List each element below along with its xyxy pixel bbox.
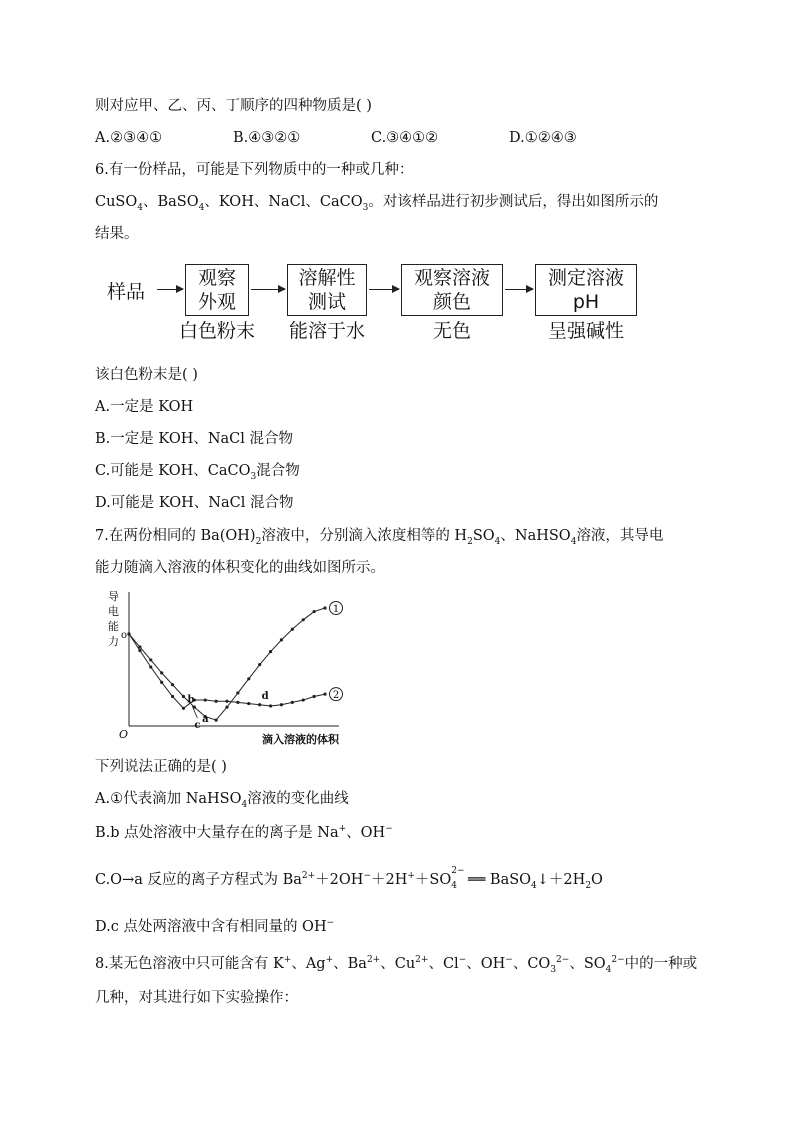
q6-sub: 3 [250,471,257,482]
q6-line2-tail: 。对该样品进行初步测试后，得出如图所示的 [368,194,659,210]
flow-step-measure-ph [535,264,637,316]
q7-option-c-p3: ＋2H [370,872,408,888]
flow-arrow [369,289,399,290]
q7-sub: 4 [241,799,248,810]
q8-ion: Cu [394,956,416,972]
flow-step1-line1: 观察 [197,267,236,289]
q6-stem-line2 [95,192,658,212]
series-1-point [171,683,174,686]
q8-ion: Ba [347,956,367,972]
q7-sup: + [338,824,347,835]
q7-text: 、NaHSO [500,528,571,544]
q7-sup: − [385,824,393,835]
q8-sup: − [458,955,467,966]
q7-option-c-p6: ↓＋2H [536,872,586,888]
q7-option-d [95,917,334,937]
q7-option-c-p7: O [591,872,603,888]
flow-arrow [505,289,533,290]
series-2-point [127,632,130,635]
series-2-point [236,701,239,704]
series-2-point [280,703,283,706]
flow-result-4: 呈强碱性 [547,320,624,342]
q6-option-a: A.一定是 KOH [95,399,194,415]
y-axis-label-char: 能 [108,620,119,633]
q7-sub: 2 [467,536,473,547]
series-2-point [302,698,305,701]
series-1-point [215,719,218,722]
q8-sup: 2− [611,955,625,966]
q7-sup: − [326,918,335,929]
series-2-point [182,707,185,710]
flow-arrow [157,289,183,290]
series-1-point [258,663,261,666]
series-1-point [160,671,163,674]
flow-step3-line2: 颜色 [432,291,471,313]
q5-option-a: A.②③④① [95,130,163,146]
series-1-point [236,691,239,694]
series-1-point [247,677,250,680]
flow-step-observe-appearance [185,264,249,316]
y-axis-label-char: 电 [108,605,119,618]
series-2-point [215,700,218,703]
q8-sup: 2− [556,955,570,966]
q7-sub: 2 [255,536,262,547]
flow-sample-label: 样品 [107,281,146,303]
q6-option-c [95,461,300,481]
flow-arrow [251,289,285,290]
q7-conductivity-chart [105,588,345,748]
series-2-point [258,703,261,706]
series-2-point [138,649,141,652]
series-2-point [291,701,294,704]
q5-option-c: C.③④①② [371,130,439,146]
point-label-d: d [261,690,269,702]
q8-sup: − [505,955,513,966]
y-axis-label-char: 导 [108,590,119,603]
series-1-point [291,628,294,631]
flow-result-3: 无色 [432,320,471,342]
q8-sup: 2+ [366,955,381,966]
series-line-2 [129,634,325,708]
series-1-point [149,658,152,661]
series-line-1 [129,608,325,720]
q6-question: 该白色粉末是( ) [95,367,198,383]
series-1-point [280,638,283,641]
q7-sup: + [407,871,415,882]
series-1-point [302,618,305,621]
q7-supsub [451,866,465,891]
q7-sub: 4 [531,880,537,891]
series-name-label: 1 [332,604,340,615]
q8-sup: + [325,955,334,966]
q6-option-c-tail: 混合物 [256,463,300,479]
q7-text: 溶液，其导电 [576,528,664,544]
q7-option-d-text: D.c 点处两溶液中含有相同量的 OH [95,919,327,935]
q6-option-c-text: C.可能是 KOH、CaCO [95,463,251,479]
series-2-point [149,665,152,668]
point-label-c: c [194,720,201,732]
series-1-point [323,606,326,609]
q7-option-c-p2: ＋2OH [315,872,364,888]
series-name-label: 2 [332,690,340,702]
flow-step2-line1: 溶解性 [298,267,356,289]
point-label-b: b [187,694,195,706]
q6-sub: 4 [137,202,143,213]
q8-sup: 2+ [415,955,429,966]
q7-option-c [95,866,603,891]
series-2-point [171,695,174,698]
q5-option-d: D.①②④③ [509,130,577,146]
q7-sup: 2+ [301,871,316,882]
q7-option-b-text: B.b 点处溶液中大量存在的离子是 Na [95,825,339,841]
q7-option-c-text: C.O→a 反应的离子方程式为 Ba [95,872,302,888]
q7-sub: 4 [494,536,501,547]
series-2-point [225,700,228,703]
q8-ion: Ag [305,956,326,972]
series-2-point [204,698,207,701]
q6-koh-nacl-caco3: 、KOH、NaCl、CaCO [204,194,363,210]
q7-option-c-p5: ══ BaSO [463,872,532,888]
q5-option-b: B.④③②① [233,130,301,146]
q7-sup: 2− [451,866,465,876]
q6-cuso4: CuSO [95,194,138,210]
q7-chart-svg [105,588,345,748]
q8-sup: + [283,955,292,966]
flow-step2-line2: 测试 [307,291,346,313]
origin-label: O [119,728,129,741]
series-2-point [247,702,250,705]
q7-sup: − [363,871,371,882]
q7-option-a-tail: 溶液的变化曲线 [247,791,349,807]
series-1-point [269,650,272,653]
q8-sub: 3 [550,964,557,975]
q6-sub: 4 [198,202,205,213]
flow-result-1: 白色粉末 [178,320,255,342]
q8-stem-line1: 8.某无色溶液中只可能含有 K+、Ag+、$Ba^{2+}$、$Cu^{2+}$、Cl−、OH−、$CO_3^{2-}$、$SO_4^{2-}$中的一种或 [95,955,698,975]
flow-step-solution-color [401,264,503,316]
q7-option-b [95,823,393,843]
q6-option-b: B.一定是 KOH、NaCl 混合物 [95,431,294,447]
q7-option-b-mid: 、OH [346,825,386,841]
flow-step1-line2: 外观 [197,291,236,313]
q8-ion: Cl [442,956,459,972]
flow-step-solubility-test [287,264,367,316]
flow-step3-line1: 观察溶液 [413,267,490,289]
series-2-point [269,704,272,707]
q7-stem-line2: 能力随滴入溶液的体积变化的曲线如图所示。 [95,560,385,576]
q8-sub: 4 [605,964,612,975]
q7-sub: 4 [451,881,457,891]
q7-option-c-p4: ＋SO [414,872,452,888]
q6-sub: 3 [362,202,369,213]
q8-line1-tail: 中的一种或 [624,956,698,972]
q6-option-d: D.可能是 KOH、NaCl 混合物 [95,495,294,511]
q7-text: SO [472,528,495,544]
series-1-point [182,695,185,698]
series-2-point [323,693,326,696]
series-2-point [313,695,316,698]
q7-sub: 4 [570,536,577,547]
q6-stem-line1: 6.有一份样品，可能是下列物质中的一种或几种： [95,162,414,178]
q6-flow-diagram [95,260,655,350]
y-start-mark: o [121,629,128,641]
flow-step4-line1: 测定溶液 [547,267,624,289]
q6-baso4: 、BaSO [143,194,199,210]
point-label-a: a [202,714,209,726]
q7-question: 下列说法正确的是( ) [95,759,227,775]
q8-text: 8.某无色溶液中只可能含有 K [95,956,284,972]
flow-result-2: 能溶于水 [288,320,365,342]
q7-text: 溶液中，分别滴入浓度相等的 H [261,528,468,544]
series-2-point [160,681,163,684]
x-axis-label: 滴入溶液的体积 [262,733,339,746]
series-1-point [313,610,316,613]
q8-stem-line2: 几种，对其进行如下实验操作： [95,990,298,1006]
q7-sub: 2 [585,880,592,891]
q7-option-a-text: A.①代表滴加 NaHSO [95,791,242,807]
q8-ion: SO [583,956,606,972]
q5-stem: 则对应甲、乙、丙、丁顺序的四种物质是( ) [95,98,372,114]
q8-ion: OH [480,956,506,972]
y-axis-label-char: 力 [108,635,119,648]
series-1-point [225,706,228,709]
q7-stem-line1 [95,526,663,546]
q7-text: 7.在两份相同的 Ba(OH) [95,528,256,544]
q7-option-a [95,789,349,809]
q6-stem-line3: 结果。 [95,226,139,242]
flow-step4-line2: pH [572,291,600,313]
q8-ion: CO [527,956,551,972]
